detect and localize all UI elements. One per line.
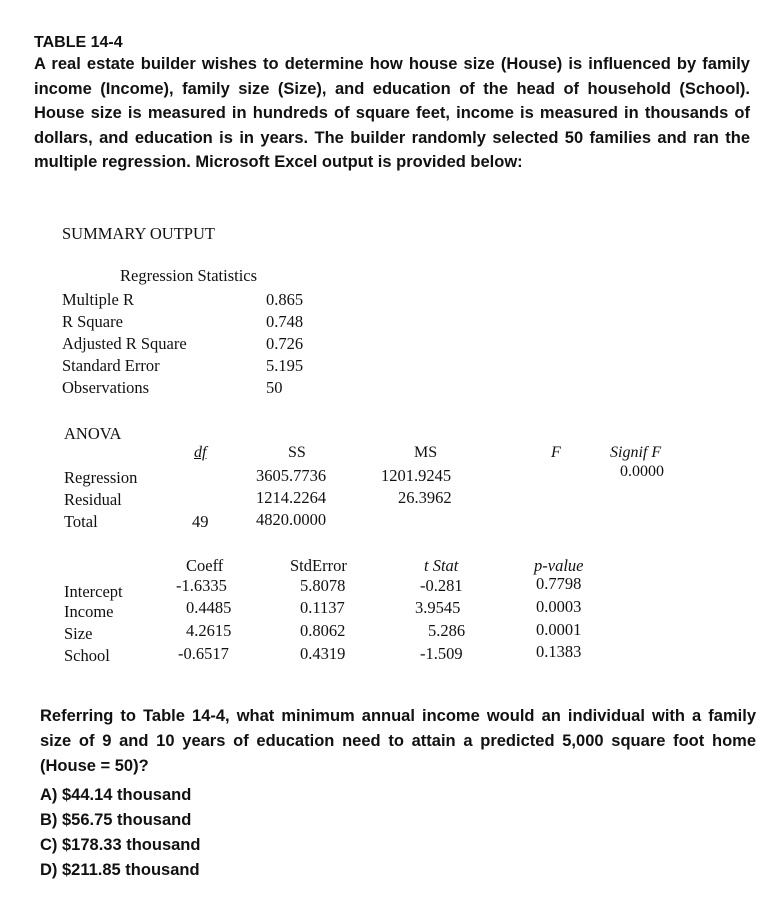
anova-signif-f-value: 0.0000 xyxy=(620,463,664,480)
anova-row-regression-ms: 1201.9245 xyxy=(381,466,452,485)
coef-row-intercept-tstat: -0.281 xyxy=(420,576,463,595)
anova-row-regression-label: Regression xyxy=(64,468,138,487)
coef-header-coeff: Coeff xyxy=(186,556,224,575)
answer-option-d[interactable]: D) $211.85 thousand xyxy=(40,861,200,879)
stat-label-adjusted-r-square: Adjusted R Square xyxy=(62,334,187,353)
coef-header-tstat: t Stat xyxy=(424,556,459,575)
anova-header-signif-f: Signif F xyxy=(610,444,662,461)
coef-row-school-coeff: -0.6517 xyxy=(178,644,229,663)
anova-header-ms: MS xyxy=(414,444,438,461)
stat-value-multiple-r: 0.865 xyxy=(266,290,304,309)
anova-row-regression-ss: 3605.7736 xyxy=(256,466,327,485)
coef-row-intercept-label: Intercept xyxy=(64,582,123,601)
table-title: TABLE 14-4 xyxy=(34,34,123,51)
coef-row-intercept-pvalue: 0.7798 xyxy=(536,574,582,593)
coef-header-pvalue: p-value xyxy=(534,556,584,575)
anova-header-f: F xyxy=(551,444,561,461)
coef-row-size-pvalue: 0.0001 xyxy=(536,620,582,639)
stat-label-r-square: R Square xyxy=(62,312,123,331)
coef-row-income-tstat: 3.9545 xyxy=(415,598,461,617)
coef-row-intercept-coeff: -1.6335 xyxy=(176,576,227,595)
coef-header-stderr: StdError xyxy=(290,556,347,575)
problem-description: A real estate builder wishes to determine how house size (House) is influenced by family income (Income), family size (Size), and education of the head of household (School). House size is measured in hundreds of square feet, income is measured in thousands of dollars, and education is in years. The builder randomly selected 50 families and ran the multiple regression. Microsoft Excel output is provided below: xyxy=(34,55,750,171)
stat-label-multiple-r: Multiple R xyxy=(62,290,134,309)
regression-statistics-heading: Regression Statistics xyxy=(120,266,258,285)
answer-option-c[interactable]: C) $178.33 thousand xyxy=(40,836,201,854)
coef-row-intercept-stderr: 5.8078 xyxy=(300,576,346,595)
coef-row-size-coeff: 4.2615 xyxy=(186,621,232,640)
anova-row-residual-label: Residual xyxy=(64,490,122,509)
anova-title: ANOVA xyxy=(64,424,122,443)
anova-row-total-df: 49 xyxy=(192,512,209,531)
coef-row-size-stderr: 0.8062 xyxy=(300,621,346,640)
stat-value-observations: 50 xyxy=(266,378,283,397)
coef-row-income-pvalue: 0.0003 xyxy=(536,597,582,616)
stat-value-adjusted-r-square: 0.726 xyxy=(266,334,304,353)
answer-option-a[interactable]: A) $44.14 thousand xyxy=(40,786,192,804)
anova-row-residual-ms: 26.3962 xyxy=(398,488,452,507)
coef-row-income-stderr: 0.1137 xyxy=(300,598,345,617)
stat-label-standard-error: Standard Error xyxy=(62,356,160,375)
question-text: Referring to Table 14-4, what minimum annual income would an individual with a family size of 9 and 10 years of education need to attain a predicted 5,000 square foot home (House = 50)? xyxy=(40,707,756,775)
stat-value-r-square: 0.748 xyxy=(266,312,304,331)
stat-value-standard-error: 5.195 xyxy=(266,356,304,375)
anova-row-total-label: Total xyxy=(64,512,98,531)
coef-row-size-label: Size xyxy=(64,624,93,643)
anova-row-residual-ss: 1214.2264 xyxy=(256,488,327,507)
coef-row-school-stderr: 0.4319 xyxy=(300,644,346,663)
summary-output-title: SUMMARY OUTPUT xyxy=(62,224,215,243)
anova-row-total-ss: 4820.0000 xyxy=(256,510,327,529)
coef-row-income-coeff: 0.4485 xyxy=(186,598,232,617)
answer-option-b[interactable]: B) $56.75 thousand xyxy=(40,811,192,829)
anova-header-ss: SS xyxy=(288,444,306,461)
coef-row-income-label: Income xyxy=(64,602,114,621)
stat-label-observations: Observations xyxy=(62,378,150,397)
coef-row-size-tstat: 5.286 xyxy=(428,621,466,640)
anova-header-df: df xyxy=(194,444,207,461)
coef-row-school-pvalue: 0.1383 xyxy=(536,642,582,661)
coef-row-school-tstat: -1.509 xyxy=(420,644,463,663)
coef-row-school-label: School xyxy=(64,646,110,665)
